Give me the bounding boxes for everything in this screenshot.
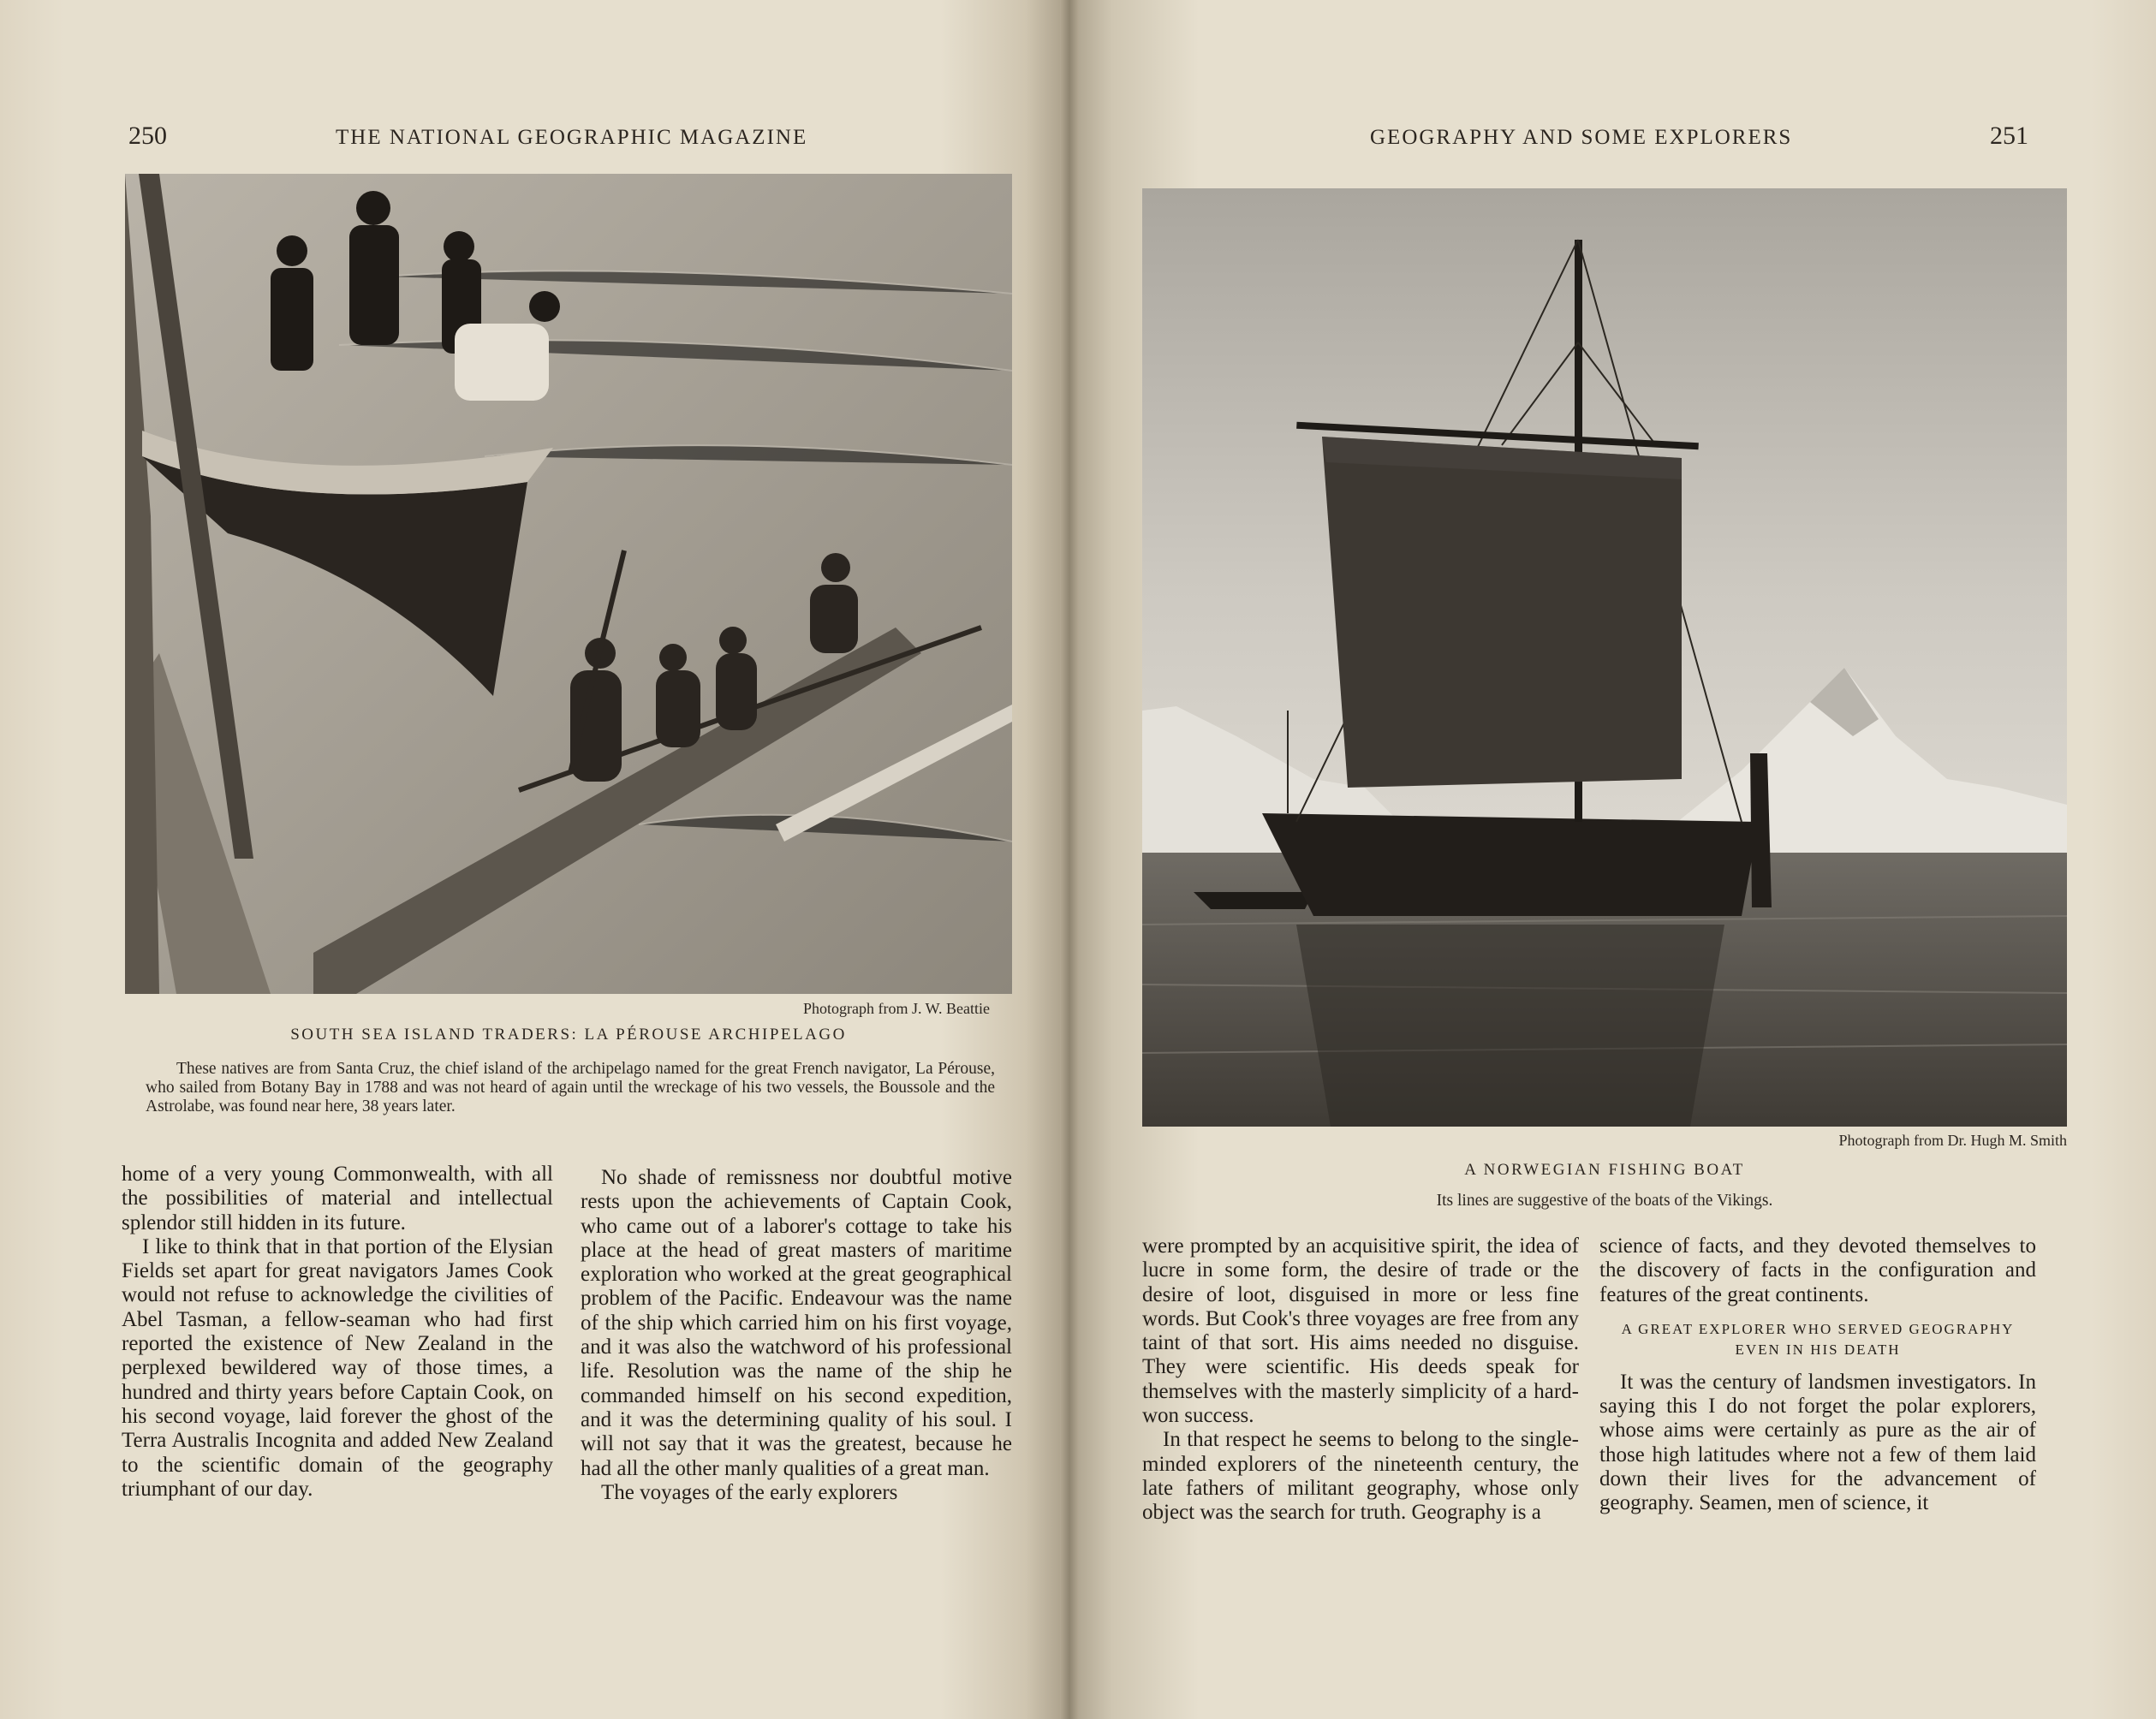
caption-text-left: These natives are from Santa Cruz, the chief island of the archipelago named for the great French navigator, La Pérouse, who sailed from Botany Bay in 1788 and was not heard of again until the wreckage of his two vessels, the Boussole and the Astrolabe, was found near here, 38 years later. (146, 1060, 995, 1115)
paragraph: In that respect he seems to belong to the single-minded explorers of the nineteenth century, the late fathers of militant geography, whose only object was the search for truth. Geography is a (1142, 1428, 1579, 1525)
right-page (1069, 0, 2156, 1719)
photo-credit-right: Photograph from Dr. Hugh M. Smith (1838, 1132, 2067, 1149)
caption-text-right: Its lines are suggestive of the boats of the Vikings. (1436, 1192, 1773, 1210)
page-number-right: 251 (1990, 122, 2028, 150)
paragraph: home of a very young Commonwealth, with all the possibilities of material and intellectual splendor still hidden in its future. (122, 1163, 553, 1234)
left-page (0, 0, 1069, 1719)
caption-title-right: A NORWEGIAN FISHING BOAT (1464, 1161, 1745, 1179)
paragraph: science of facts, and they devoted themselves to the discovery of facts in the configuration and features of the great continents. (1599, 1234, 2036, 1306)
page-number-left: 250 (128, 122, 167, 150)
south-sea-traders-photo (125, 174, 1012, 994)
book-gutter (1060, 0, 1079, 1719)
paragraph: No shade of remissness nor doubtful motive rests upon the achievements of Captain Cook, who came out of a laborer's cottage to take his place at the head of great masters of maritime exploration who worked at the great geographical problem of the Pacific. Endeavour was the name of the ship which carried him on his first voyage, and it was also the watchword of his professional life. Resolution was the name of the ship he commanded himself on his second expedition, and it was the determining quality of his soul. I will not say that it was the greatest, because he had all the other manly qualities of a great man. (581, 1166, 1012, 1480)
left-column-1 (122, 1163, 553, 1502)
photo-credit-left: Photograph from J. W. Beattie (803, 1000, 990, 1017)
left-column-2 (581, 1166, 1012, 1505)
paragraph: It was the century of landsmen investigators. In saying this I do not forget the polar explorers, whose aims were certainly as pure as the air of those high latitudes where not a few of them laid down their lives for the advancement of geography. Seamen, men of science, it (1599, 1370, 2036, 1515)
paragraph: were prompted by an acquisitive spirit, the idea of lucre in some form, the desire of trade or the desire of loot, disguised in more or less fine words. But Cook's three voyages are free from any taint of that sort. His aims needed no disguise. They were scientific. His deeds speak for themselves with the masterly simplicity of a hard-won success. (1142, 1234, 1579, 1428)
running-head-left: THE NATIONAL GEOGRAPHIC MAGAZINE (336, 126, 808, 149)
paragraph: The voyages of the early explorers (601, 1480, 898, 1504)
running-head-right: GEOGRAPHY AND SOME EXPLORERS (1370, 126, 1793, 149)
paragraph: I like to think that in that portion of the Elysian Fields set apart for great navigators James Cook would not refuse to acknowledge the civilities of Abel Tasman, a fellow-seaman who had first reported the existence of New Zealand in the perplexed bewildered way of those times, a hundred and thirty years before Captain Cook, on his second voyage, laid forever the ghost of the Terra Australis Incognita and added New Zealand to the scientific domain of the geography triumphant of our day. (122, 1234, 553, 1501)
right-column-2 (1599, 1234, 2036, 1516)
norwegian-fishing-boat-photo (1142, 188, 2067, 1127)
right-column-1 (1142, 1234, 1579, 1526)
section-subhead: A GREAT EXPLORER WHO SERVED GEOGRAPHY EVEN IN HIS DEATH (1621, 1320, 2015, 1358)
caption-title-left: SOUTH SEA ISLAND TRADERS: LA PÉROUSE ARCHIPELAGO (290, 1026, 847, 1044)
